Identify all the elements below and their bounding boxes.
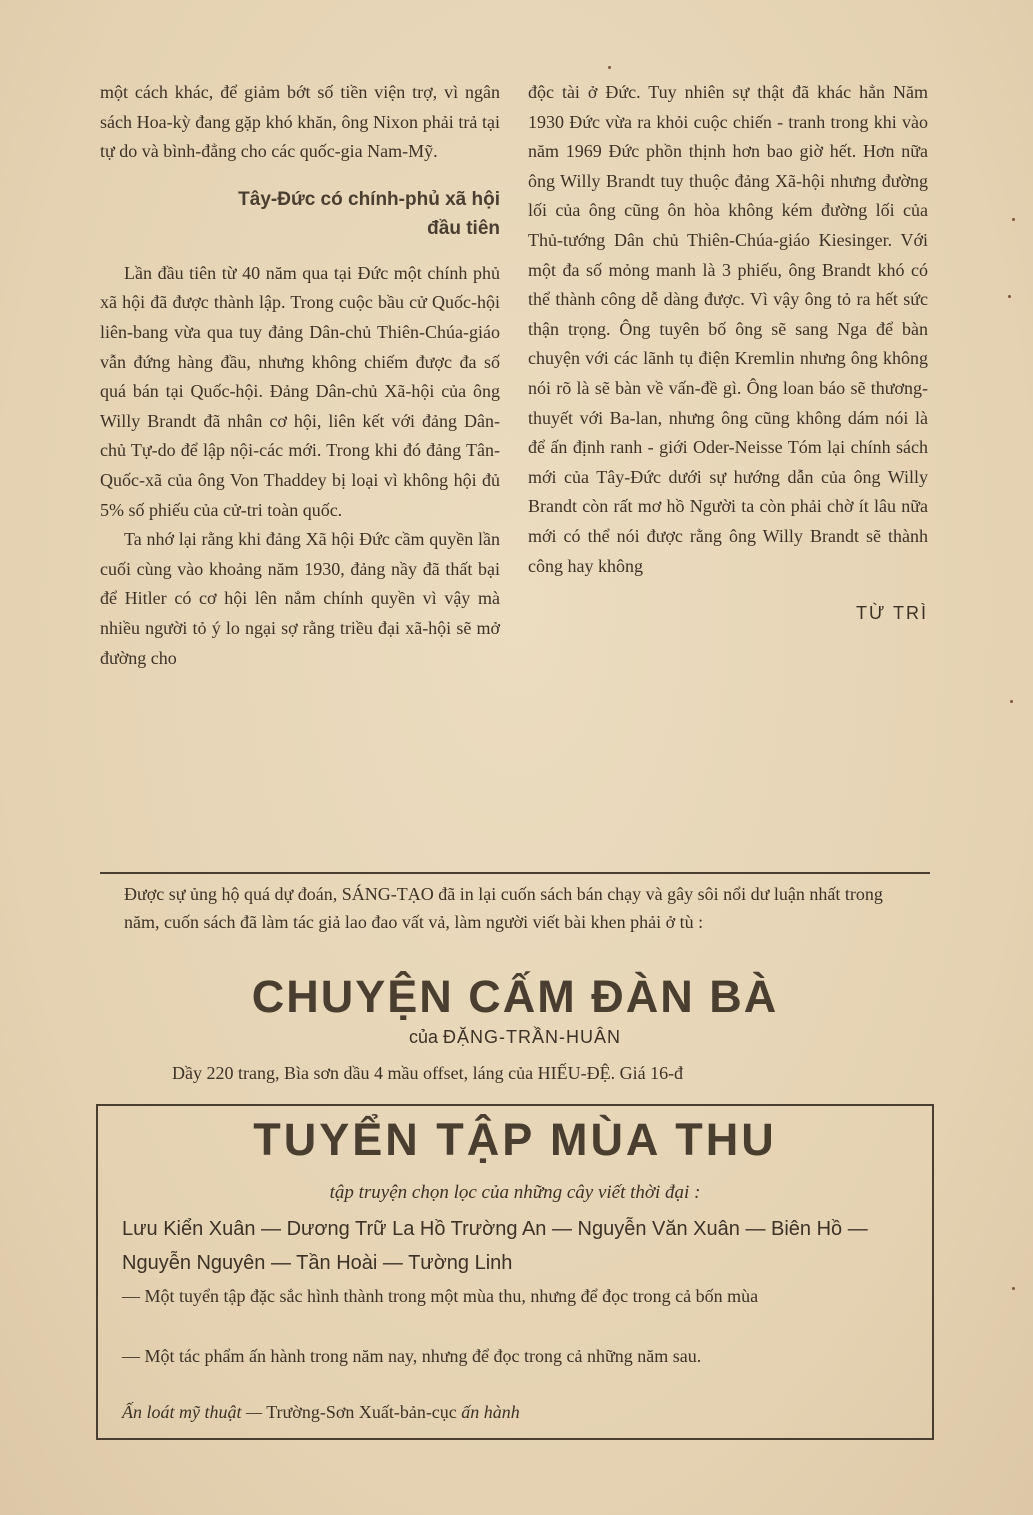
- margin-speck: [1012, 1287, 1015, 1290]
- book-ad-1: [100, 880, 930, 1098]
- ad1-author-name: ĐẶNG-TRẦN-HUÂN: [443, 1027, 622, 1047]
- article-author: TỪ TRÌ: [855, 603, 928, 624]
- margin-speck: [1012, 218, 1015, 221]
- section-heading-line1: Tây-Đức có chính-phủ xã hội: [238, 188, 500, 210]
- ad1-title: CHUYỆN CẤM ĐÀN BÀ: [251, 971, 779, 1022]
- ad2-title: TUYỂN TẬP MÙA THU: [253, 1114, 777, 1165]
- ad1-details: Dầy 220 trang, Bìa sơn dầu 4 mầu offset, láng của HIẾU-ĐỆ. Giá 16-đ: [172, 1063, 684, 1083]
- ad2-credit-label: Ấn loát mỹ thuật —: [122, 1402, 262, 1422]
- ad1-by-label: của: [408, 1027, 438, 1047]
- ad2-border-bottom: [96, 1438, 934, 1440]
- left-paragraph-3: Ta nhớ lại rằng khi đảng Xã hội Đức cầm quyền lần cuối cùng vào khoảng năm 1930, đảng nầy đã thất bại để Hitler có cơ hội lên nắm chính quyền vì vậy mà nhiều người tỏ ý lo ngại sợ rằng triều đại xã-hội sẽ mở đường cho: [100, 529, 500, 668]
- ad1-byline: [100, 1027, 930, 1048]
- left-paragraph-2: Lần đầu tiên từ 40 năm qua tại Đức một chính phủ xã hội đã được thành lập. Trong cuộc bầu cử Quốc-hội liên-bang vừa qua tuy đảng Dân-chủ Thiên-Chúa-giáo vẫn đứng hàng đầu, nhưng không chiếm được đa số quá bán tại Quốc-hội. Đảng Dân-chủ Xã-hội của ông Willy Brandt đã nhân cơ hội, liên kết với đảng Dân-chủ Tự-do để lập nội-các mới. Trong khi đó đảng Tân-Quốc-xã của ông Von Thaddey bị loại vì không hội đủ 5% số phiếu của cử-tri toàn quốc.: [100, 262, 500, 520]
- ad2-authors: Lưu Kiển Xuân — Dương Trữ La Hồ Trường An — Nguyễn Văn Xuân — Biên Hồ — Nguyễn Nguyên — Tần Hoài — Tường Linh: [122, 1218, 868, 1274]
- ad1-blurb: Được sự ủng hộ quá dự đoán, SÁNG-TẠO đã in lại cuốn sách bán chạy và gây sôi nổi dư luận nhất trong năm, cuốn sách đã làm tác giả lao đao vất vả, làm người viết bài khen phải ở tù :: [124, 884, 883, 932]
- left-column: [100, 78, 500, 673]
- left-paragraph-1: một cách khác, để giảm bớt số tiền viện trợ, vì ngân sách Hoa-kỳ đang gặp khó khăn, ông Nixon phải trả tại tự do và bình-đẳng cho các quốc-gia Nam-Mỹ.: [100, 82, 500, 162]
- right-column: [528, 78, 928, 629]
- divider-top: [100, 872, 930, 874]
- ad2-description-1: — Một tuyển tập đặc sắc hình thành trong một mùa thu, nhưng để đọc trong cả bốn mùa: [122, 1286, 759, 1306]
- section-heading: [100, 185, 500, 243]
- right-paragraph-1: độc tài ở Đức. Tuy nhiên sự thật đã khác hẳn Năm 1930 Đức vừa ra khỏi cuộc chiến - tranh trong khi vào năm 1969 Đức phồn thịnh hơn bao giờ hết. Hơn nữa ông Willy Brandt tuy thuộc đảng Xã-hội nhưng đường lối của ông cũng ôn hòa không kém đường lối của Thủ-tướng Dân chủ Thiên-Chúa-giáo Kiesinger. Với một đa số mỏng manh là 3 phiếu, ông Brandt khó có thể thành công dễ dàng được. Vì vậy ông tỏ ra hết sức thận trọng. Ông tuyên bố ông sẽ sang Nga để bàn chuyện với các lãnh tụ điện Kremlin nhưng ông không nói rõ là sẽ bàn về vấn-đề gì. Ông loan báo sẽ thương-thuyết với Ba-lan, nhưng ông cũng không dám nói là để ấn định ranh - giới Oder-Neisse Tóm lại chính sách mới của Tây-Đức dưới sự hướng dẫn của ông Willy Brandt còn rất mơ hồ Người ta còn phải chờ ít lâu nữa mới có thể nói được rằng ông Willy Brandt sẽ thành công hay không: [528, 82, 928, 576]
- ad2-description-2: — Một tác phẩm ấn hành trong năm nay, nhưng để đọc trong cả những năm sau.: [122, 1346, 702, 1366]
- margin-speck: [1010, 700, 1013, 703]
- margin-speck: [1008, 295, 1011, 298]
- book-ad-2: [96, 1106, 934, 1438]
- ad2-credit-name: Trường-Sơn Xuất-bản-cục: [266, 1402, 457, 1422]
- margin-speck: [608, 66, 611, 69]
- section-heading-line2: đầu tiên: [427, 217, 500, 239]
- ad2-credit: [122, 1402, 912, 1423]
- ad2-subtitle: tập truyện chọn lọc của những cây viết thời đại :: [329, 1182, 701, 1203]
- ad2-credit-tail: ấn hành: [461, 1402, 520, 1422]
